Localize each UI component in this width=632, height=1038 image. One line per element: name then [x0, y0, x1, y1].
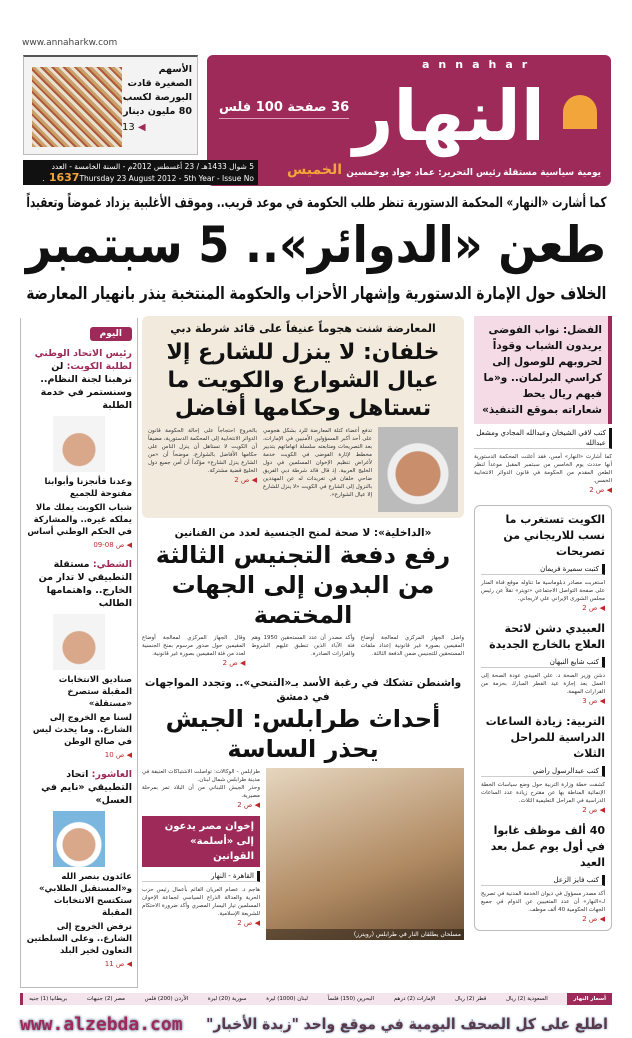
- weekday: الخميس: [287, 162, 343, 178]
- story-body: وقال الجهاز المركزي لمعالجة أوضاع المقيمين حول صدور مرسوم بمنح الجنسية لعدد من فئة المقيمين بصورة غير قانونية. ◀ ص 2: [142, 635, 246, 667]
- story-headline[interactable]: إخوان مصر يدعون إلى «أسلمة» القوانين: [142, 816, 260, 867]
- story-kicker: «الداخلية»: لا صحة لمنح الجنسية لعدد من الفنانين: [174, 527, 432, 539]
- price-item: مصر (2) جنيهات: [86, 996, 126, 1002]
- photo-caption: مسلحان يطلقان النار في طرابلس (رويترز): [266, 929, 464, 940]
- page-ref[interactable]: ◀ ص 2: [234, 476, 257, 484]
- news-briefs: [474, 505, 612, 931]
- lead-kicker: كما أشارت «النهار» المحكمة الدستورية تنظر طلب الحكومة في موعد قريب.. وموقف الأغلبية يزداد غموضاً وتعقيداً: [25, 195, 607, 211]
- price-item: لبنان (1000) ليرة: [266, 996, 308, 1002]
- story-body: وأكد مصدر أن عدد المستحقين 1950 وهم فئة الآباء الذين تنطبق عليهم الشروط والقرارات الصادرة.: [251, 635, 355, 657]
- page-ref[interactable]: ◀ ص 08-09: [93, 541, 132, 549]
- teaser-text: الأسهم الصغيرة قادت البورصة لكسب 80 مليون دينار: [122, 64, 192, 117]
- brief-story[interactable]: العبيدي دشن لائحة العلاج بالخارج الجديدة كتب شايع النبهان دشن وزير الصحة د. علي العبيدي عودة الصحة إلى العمل بعد إجازة عيد الفطر المبارك بحزمة من القرارات المهمة. ◀ ص 3: [481, 622, 605, 705]
- tripoli-story[interactable]: [142, 676, 464, 940]
- teaser-content: [122, 63, 192, 135]
- issue-number: 1637: [48, 171, 80, 184]
- tagline: يومية سياسية مستقلة: [503, 168, 601, 178]
- fadhl-headline[interactable]: الفضل: نواب الفوضى يريدون الشباب وقوداً لحروبهم للوصول إلى كراسي البرلمان.. و«ما فيهم ريال يحط شعاراته بموقع التنفيذ»: [474, 316, 612, 424]
- price: 36 صفحة 100 فلس: [219, 100, 349, 119]
- price-item: سورية (20) ليرة: [207, 996, 247, 1002]
- story-body: طرابلس - الوكالات: تواصلت الاشتباكات العنيفة في مدينة طرابلس شمال لبنان.: [142, 769, 260, 783]
- story-body: هاجم د. عصام العريان القائم بأعمال رئيس حزب الحرية والعدالة الذراع السياسي لجماعة الإخوان المسلمين تيار اليسار المصري وأكد ضرورة الاحتكام للشريعة الإسلامية.: [142, 887, 260, 917]
- price-item: السعودية (2) ريال: [506, 996, 548, 1002]
- page-ref[interactable]: ◀ ص 10: [104, 751, 132, 759]
- page-ref[interactable]: ◀ ص 11: [104, 960, 132, 968]
- page-ref[interactable]: ◀ ص 2: [237, 801, 260, 809]
- brief-story[interactable]: التربية: زيادة الساعات الدراسية للمراحل الثلاث كتب عبدالرسول راضي كشفت خطة وزارة التربية حول وضع سياسات الخطة الإنمائية المناطة بها عن مقترح زيادة عدد الساعات الدراسية في المراحل التعليمية الثلاث. ◀ ص 2: [481, 715, 605, 814]
- price-item: البحرين (150) فلساً: [327, 996, 375, 1002]
- newspaper-logo: النهار: [353, 75, 545, 157]
- price-label: أسعار النهار: [567, 993, 612, 1005]
- brief-story[interactable]: الكويت تستغرب ما نسب للاريجاني من تصريحات كتبت سميرة فريمان استغربت مصادر دبلوماسية ما تناوله موقع قناة المنار على صفحة التواصل الاجتماعي «تويتر» نقلاً عن رئيس مجلس الشورى الإيراني علي لاريجاني. ◀ ص 2: [481, 513, 605, 612]
- byline: القاهرة - النهار: [142, 871, 260, 882]
- date-arabic: 5 شوال 1433هـ / 23 أغسطس 2012م - السنة الخامسة - العدد: [51, 162, 254, 171]
- story-kicker: المعارضة شنت هجوماً عنيفاً على قائد شرطة دبي: [170, 322, 436, 335]
- date-bar: [23, 160, 258, 185]
- left-story[interactable]: الشطي: مستقلة التطبيقي لا تدار من الخارج.. واهتمامها الطالب صناديق الانتخابات المقبلة ستصرخ «مستقلة» لسنا مع الخروج إلى الشارع.. وما يحدث ليس في صالح الوطن ◀ ص 10: [26, 558, 132, 760]
- promo-slogan: اطلع على كل الصحف اليومية في موقع واحد "زبدة الأخبار": [206, 1015, 608, 1033]
- left-story[interactable]: رئيس الاتحاد الوطني لطلبة الكويت: لن ترهبنا لجنة النظام.. وسنستمر في خدمة الطلبة وعدنا فأنجزنا وأبوابنا مفتوحة للجميع شباب الكويت يملك مالا يملكه غيره.. والمشاركة في الحكم الوطني أساس ◀ ص 08-09: [27, 348, 132, 549]
- page-ref[interactable]: ◀ ص 2: [237, 919, 260, 927]
- portrait-photo: [53, 416, 105, 472]
- story-body: وحذر الجيش اللبناني من أن البلاد تمر بمرحلة مصيرية. ◀ ص 2: [142, 785, 260, 809]
- stock-exchange-photo: [32, 67, 122, 147]
- right-column: [474, 316, 612, 931]
- price-bar: [20, 993, 612, 1005]
- portrait-photo: [53, 614, 105, 670]
- story-body: كما أشارت «النهار» أمس، فقد أعلنت المحكمة الدستورية أنها حددت يوم الخامس من سبتمبر المقبل موعداً لنظر الطعن المقدم من الحكومة في قانون الدوائر الانتخابية الخمس.: [474, 454, 612, 484]
- today-column: [20, 318, 138, 988]
- page-ref[interactable]: ◀ ص 2: [222, 659, 246, 667]
- story-body: واصل الجهاز المركزي لمعالجة أوضاع المقيمين بصورة غير قانونية إعداد ملفات المستحقين للتجنيس ضمن الدفعة الثالثة.: [360, 635, 464, 657]
- khalfan-photo: [378, 427, 458, 512]
- lead-headline[interactable]: طعن «الدوائر».. 5 سبتمبر: [25, 216, 607, 274]
- promo-banner[interactable]: [20, 1012, 612, 1036]
- naturalization-story[interactable]: [142, 526, 464, 668]
- price-item: قطر (2) ريال: [455, 996, 487, 1002]
- byline: كتب لافي الشيخان وعبدالله المجادي ومشعل عبدالله: [474, 428, 612, 449]
- site-url[interactable]: www.annaharkw.com: [22, 38, 118, 48]
- promo-site[interactable]: www.alzebda.com: [20, 1013, 183, 1035]
- page-ref[interactable]: ◀ ص 2: [589, 486, 612, 494]
- left-story[interactable]: العاشور: اتحاد التطبيقي «نايم في العسل» عائدون بنصر الله و«المستقبل الطلابي» ستكتسح الانتخابات المقبلة نرفض الخروج إلى الشارع.. وعلى السلطتين التعاون لخير البلد ◀ ص 11: [26, 769, 132, 968]
- teaser-page: ◀ 13: [122, 122, 146, 133]
- price-item: الأردن (200) فلس: [144, 996, 189, 1002]
- today-badge: اليوم: [90, 327, 132, 341]
- sun-logo-icon: [563, 95, 597, 129]
- khalfan-story[interactable]: [142, 316, 464, 518]
- story-kicker: واشنطن تشكك في رغبة الأسد بـ«التنحي».. وتجدد المواجهات في دمشق: [144, 677, 462, 703]
- stocks-teaser[interactable]: [23, 55, 198, 155]
- story-body: تدفع أعضاء كتلة المعارضة للرد بشكل هجومي على أحد أكبر المسؤولين الأمنيين في الإمارات، بعد التصريحات ومتابعته سلسلة اتهاماتهم بتدبير مخطط لإثارة الفوضى في الكويت خدمة لأغراض تنظيم الإخوان المسلمين في دول الخليج العربية. إذ قال قائد شرطة دبي الفريق ضاحي خلفان في تغريدات له عن المهددين بالنزول إلى الشارع في الكويت «لا ينزل للشارع إلا عيال الشوارع».: [263, 428, 372, 498]
- price-item: بريطانيا (1) جنيه: [29, 996, 68, 1002]
- story-body: بالخروج احتجاجاً على إحالة الحكومة قانون الدوائر الانتخابية إلى المحكمة الدستورية، مضيفاً أن الكويت لا تستاهل أن ينزل الناس على حكامها الأفاضل بالشوارع، موضحاً أن «من الشارع ينزل الشارع» مؤكداً أن أمن جميع دول الخليج قضية مشتركة. ◀ ص 2: [148, 428, 257, 484]
- story-headline[interactable]: خلفان: لا ينزل للشارع إلا عيال الشوارع والكويت ما تستاهل وحكامها أفاضل: [166, 340, 440, 421]
- date-english: Thursday 23 August 2012 - 5th Year - Issue No.: [42, 174, 254, 183]
- masthead: [207, 55, 611, 186]
- ikhwan-story[interactable]: [142, 816, 260, 928]
- story-headline[interactable]: رفع دفعة التجنيس الثالثة من البدون إلى الجهات المختصة: [155, 541, 451, 629]
- portrait-photo: [53, 811, 105, 867]
- lead-subhead: الخلاف حول الإمارة الدستورية وإشهار الأحزاب والحكومة المنتخبة ينذر بانهيار المعارضة: [26, 284, 606, 304]
- latin-logo: annahar: [422, 58, 537, 71]
- tripoli-photo: [266, 768, 464, 940]
- story-headline[interactable]: أحداث طرابلس: الجيش يحذر الساسة: [165, 705, 441, 763]
- middle-column: [142, 316, 464, 988]
- brief-story[interactable]: 40 ألف موظف غابوا في أول يوم عمل بعد العيد كتب فايز الزعل أكد مصدر مسؤول في ديوان الخدمة المدنية في تصريح لـ«النهار» أن عدد المتغيبين عن الدوام في جميع الجهات الحكومية 40 ألف موظف. ◀ ص 2: [481, 824, 605, 923]
- price-item: الإمارات (2) درهم: [393, 996, 436, 1002]
- editor-in-chief: رئيس التحرير: عماد جواد بوخمسين: [346, 168, 501, 178]
